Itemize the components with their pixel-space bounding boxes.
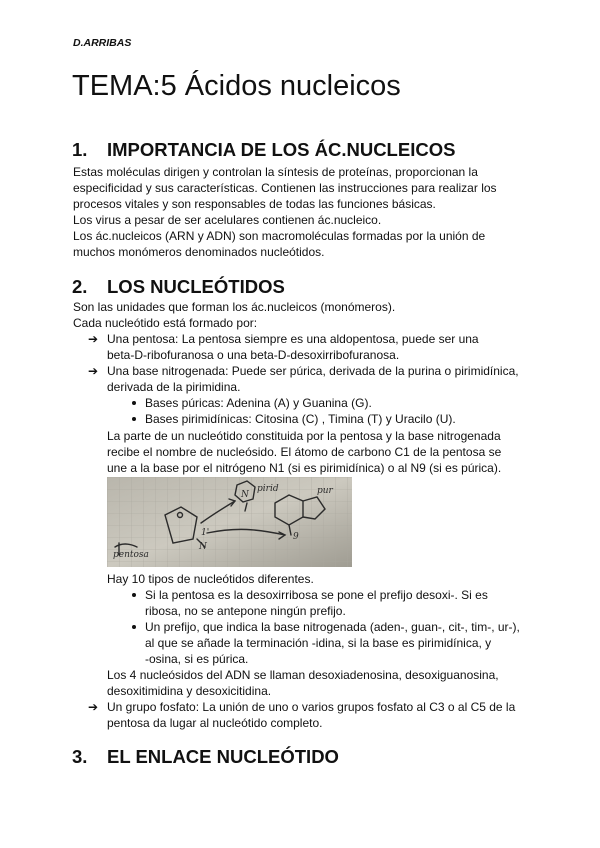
svg-text:1': 1' [201,528,210,538]
bullet-dot-icon [132,401,136,405]
pentosa-item-line-2: beta-D-ribofuranosa o una beta-D-desoxirribofuranosa. [107,348,400,362]
prefijo-desoxi-line-1: Si la pentosa es la desoxirribosa se pone el prefijo desoxi-. Si es [145,588,488,602]
section-1-title: IMPORTANCIA DE LOS ÁC.NUCLEICOS [107,139,456,160]
fosfato-item-line-1: Un grupo fosfato: La unión de uno o varios grupos fosfato al C3 o al C5 de la [107,700,516,714]
section-1-line-4: Los virus a pesar de ser acelulares contienen ác.nucleico. [73,213,382,227]
section-3-title: EL ENLACE NUCLEÓTIDO [107,746,339,767]
section-2-heading [72,276,285,298]
prefijo-desoxi-line-2: ribosa, no se antepone ningún prefijo. [145,604,346,618]
page-title: TEMA:5 Ácidos nucleicos [72,70,401,102]
nucleosido-para-line-1: La parte de un nucleótido constituida por la pentosa y la base nitrogenada [107,429,501,443]
section-1-line-1: Estas moléculas dirigen y controlan la síntesis de proteínas, proporcionan la [73,165,478,179]
section-3-number: 3. [72,746,88,767]
section-1-line-5: Los ác.nucleicos (ARN y ADN) son macromoléculas formadas por la unión de [73,229,486,243]
base-item-line-1: Una base nitrogenada: Puede ser púrica, derivada de la purina o pirimidínica, [107,364,519,378]
svg-text:N: N [241,490,249,500]
section-2-title: LOS NUCLEÓTIDOS [107,276,285,297]
nucleosido-para-line-3: une a la base por el nitrógeno N1 (si es pirimidínica) o al N9 (si es púrica). [107,461,502,475]
svg-text:pur: pur [317,486,333,496]
section-1-line-2: especificidad y sus características. Contienen las instrucciones para realizar los [73,181,497,195]
section-2-intro-2: Cada nucleótido está formado por: [73,316,258,330]
bases-puricas-item: Bases púricas: Adenina (A) y Guanina (G). [145,396,372,410]
section-2-number: 2. [72,276,88,297]
nucleosidos-adn-line-1: Los 4 nucleósidos del ADN se llaman desoxiadenosina, desoxiguanosina, [107,668,499,682]
prefijo-base-line-3: -osina, si es púrica. [145,652,249,666]
author-header: D.ARRIBAS [73,37,132,49]
section-1-line-6: muchos monómeros denominados nucleótidos. [73,245,325,259]
svg-text:pirid: pirid [257,484,279,494]
arrow-bullet-icon: ➔ [88,364,99,378]
section-1-heading [72,139,455,161]
nucleosidos-adn-line-2: desoxitimidina y desoxicitidina. [107,684,272,698]
tipos-nucleotidos-text: Hay 10 tipos de nucleótidos diferentes. [107,572,314,586]
arrow-bullet-icon: ➔ [88,332,99,346]
svg-text:N: N [199,542,207,552]
section-2-intro-1: Son las unidades que forman los ác.nucleicos (monómeros). [73,300,396,314]
section-3-heading [72,746,339,768]
svg-text:pentosa: pentosa [113,550,149,560]
nucleosido-para-line-2: recibe el nombre de nucleósido. El átomo de carbono C1 de la pentosa se [107,445,502,459]
bullet-dot-icon [132,593,136,597]
section-1-number: 1. [72,139,88,160]
pentosa-item-line-1: Una pentosa: La pentosa siempre es una aldopentosa, puede ser una [107,332,479,346]
fosfato-item-line-2: pentosa da lugar al nucleótido completo. [107,716,323,730]
section-1-line-3: procesos vitales y son responsables de todas las funciones básicas. [73,197,436,211]
svg-text:9: 9 [293,532,299,542]
prefijo-base-line-1: Un prefijo, que indica la base nitrogenada (aden-, guan-, cit-, tim-, ur-), [145,620,520,634]
prefijo-base-line-2: al que se añade la terminación -idina, si la base es pirimidínica, y [145,636,492,650]
nucleoside-sketch-photo [107,477,352,567]
bullet-dot-icon [132,625,136,629]
bases-pirimidinicas-item: Bases pirimidínicas: Citosina (C) , Timina (T) y Uracilo (U). [145,412,456,426]
base-item-line-2: derivada de la pirimidina. [107,380,241,394]
arrow-bullet-icon: ➔ [88,700,99,714]
bullet-dot-icon [132,417,136,421]
